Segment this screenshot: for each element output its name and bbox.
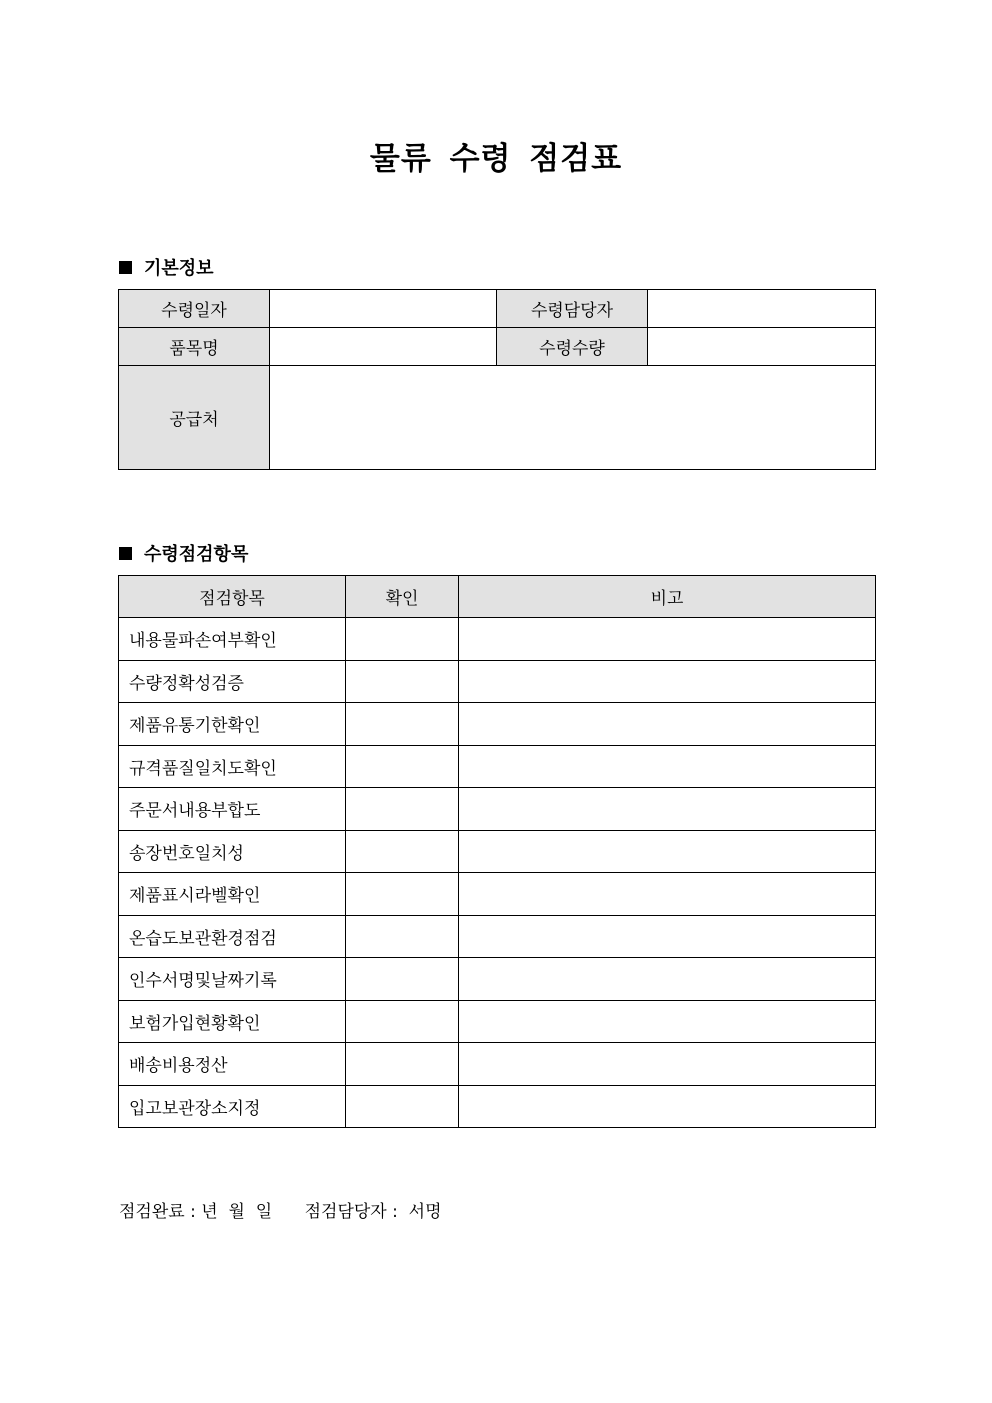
check-item-label: 제품표시라벨확인 [119, 873, 346, 916]
checklist-table [118, 575, 876, 1128]
confirm-cell[interactable] [346, 788, 459, 831]
check-item-label: 수량정확성검증 [119, 660, 346, 703]
checklist-heading-text: 수령점검항목 [144, 544, 249, 565]
table-row [119, 1085, 876, 1128]
remarks-cell[interactable] [459, 1043, 876, 1086]
column-header-item: 점검항목 [119, 576, 346, 618]
remarks-cell[interactable] [459, 788, 876, 831]
remarks-cell[interactable] [459, 618, 876, 661]
table-row [119, 873, 876, 916]
footer-line [119, 1197, 442, 1222]
confirm-cell[interactable] [346, 1043, 459, 1086]
signature-label: 서명 [408, 1202, 442, 1222]
basic-info-row [119, 290, 876, 328]
confirm-cell[interactable] [346, 703, 459, 746]
table-row [119, 788, 876, 831]
confirm-cell[interactable] [346, 830, 459, 873]
table-row [119, 745, 876, 788]
remarks-cell[interactable] [459, 830, 876, 873]
quantity-field[interactable] [648, 328, 876, 366]
remarks-cell[interactable] [459, 745, 876, 788]
confirm-cell[interactable] [346, 618, 459, 661]
table-row [119, 660, 876, 703]
confirm-cell[interactable] [346, 1000, 459, 1043]
check-item-label: 송장번호일치성 [119, 830, 346, 873]
supplier-label: 공급처 [119, 366, 270, 470]
remarks-cell[interactable] [459, 915, 876, 958]
basic-info-row [119, 328, 876, 366]
item-name-label: 품목명 [119, 328, 270, 366]
column-header-confirm: 확인 [346, 576, 459, 618]
page-title: 물류 수령 점검표 [369, 141, 623, 177]
check-item-label: 주문서내용부합도 [119, 788, 346, 831]
table-row [119, 618, 876, 661]
checklist-heading [119, 540, 248, 566]
quantity-label: 수령수량 [497, 328, 648, 366]
table-row [119, 1043, 876, 1086]
check-item-label: 인수서명및날짜기록 [119, 958, 346, 1001]
table-row [119, 958, 876, 1001]
confirm-cell[interactable] [346, 745, 459, 788]
confirm-cell[interactable] [346, 915, 459, 958]
column-header-remarks: 비고 [459, 576, 876, 618]
remarks-cell[interactable] [459, 1085, 876, 1128]
receiver-label: 수령담당자 [497, 290, 648, 328]
check-item-label: 규격품질일치도확인 [119, 745, 346, 788]
confirm-cell[interactable] [346, 1085, 459, 1128]
item-name-field[interactable] [270, 328, 497, 366]
day-label: 일 [255, 1202, 273, 1222]
month-label: 월 [228, 1202, 245, 1222]
inspector-label: 점검담당자 : [304, 1202, 398, 1222]
remarks-cell[interactable] [459, 873, 876, 916]
check-item-label: 배송비용정산 [119, 1043, 346, 1086]
checklist-header-row [119, 576, 876, 618]
table-row [119, 1000, 876, 1043]
receive-date-field[interactable] [270, 290, 497, 328]
basic-info-heading [119, 254, 214, 280]
remarks-cell[interactable] [459, 660, 876, 703]
basic-info-heading-text: 기본정보 [144, 258, 214, 279]
check-item-label: 온습도보관환경점검 [119, 915, 346, 958]
basic-info-row [119, 366, 876, 470]
square-bullet-icon [119, 547, 132, 560]
confirm-cell[interactable] [346, 873, 459, 916]
square-bullet-icon [119, 261, 132, 274]
receiver-field[interactable] [648, 290, 876, 328]
table-row [119, 703, 876, 746]
remarks-cell[interactable] [459, 703, 876, 746]
check-item-label: 제품유통기한확인 [119, 703, 346, 746]
table-row [119, 830, 876, 873]
confirm-cell[interactable] [346, 958, 459, 1001]
basic-info-table [118, 289, 876, 470]
table-row [119, 915, 876, 958]
remarks-cell[interactable] [459, 1000, 876, 1043]
confirm-cell[interactable] [346, 660, 459, 703]
check-item-label: 입고보관장소지정 [119, 1085, 346, 1128]
completion-label: 점검완료 : [119, 1202, 196, 1222]
supplier-field[interactable] [270, 366, 876, 470]
check-item-label: 내용물파손여부확인 [119, 618, 346, 661]
remarks-cell[interactable] [459, 958, 876, 1001]
receive-date-label: 수령일자 [119, 290, 270, 328]
check-item-label: 보험가입현황확인 [119, 1000, 346, 1043]
year-label: 년 [201, 1202, 218, 1222]
